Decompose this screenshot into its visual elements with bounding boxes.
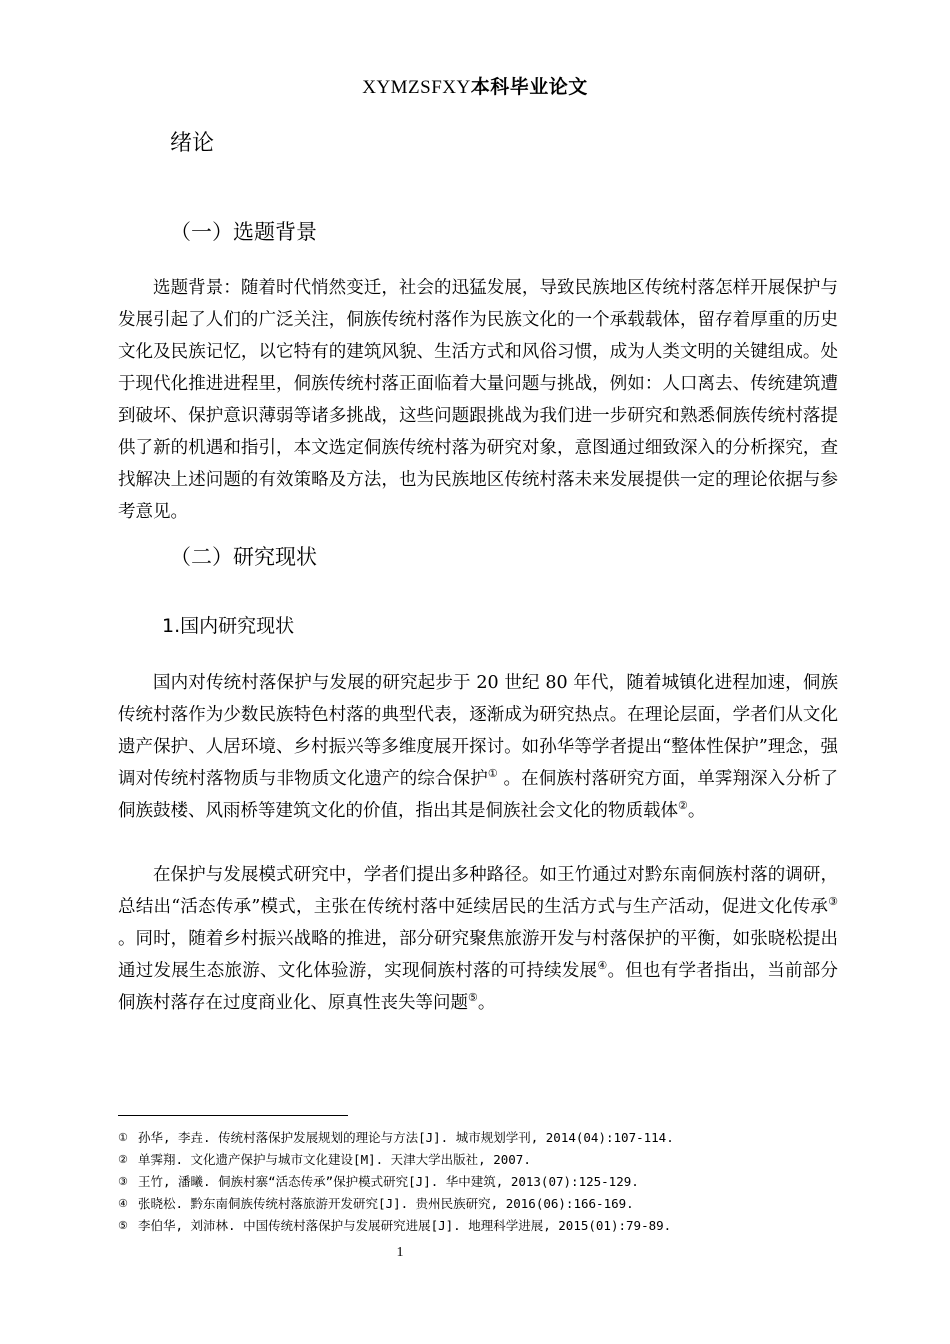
footnote-text: 单霁翔. 文化遗产保护与城市文化建设[M]. 天津大学出版社, 2007.	[138, 1152, 531, 1167]
footnote-item	[118, 1193, 838, 1215]
section-title-research-status: （二）研究现状	[170, 545, 317, 569]
paragraph-text: 在保护与发展模式研究中，学者们提出多种路径。如王竹通过对黔东南侗族村落的调研，总结出“活态传承”模式，主张在传统村落中延续居民的生活方式与生产活动，促进文化传承	[118, 865, 838, 917]
footnote-text: 张晓松. 黔东南侗族传统村落旅游开发研究[J]. 贵州民族研究, 2016(06):166-169.	[138, 1196, 634, 1211]
footnote-item	[118, 1171, 838, 1193]
footnote-text: 孙华, 李垚. 传统村落保护发展规划的理论与方法[J]. 城市规划学刊, 2014(04):107-114.	[138, 1130, 674, 1145]
footnotes-list	[118, 1127, 838, 1237]
footnote-ref[interactable]: ①	[487, 767, 498, 781]
footnote-mark: ⑤	[118, 1219, 128, 1232]
footnote-item	[118, 1127, 838, 1149]
paragraph-text: 国内对传统村落保护与发展的研究起步于 20 世纪 80 年代，随着城镇化进程加速，侗族传统村落作为少数民族特色村落的典型代表，逐渐成为研究热点。在理论层面，学者们从文化遗产保护、人居环境、乡村振兴等多维度展开探讨。如孙华等学者提出“整体性保护”理念，强调对传统村落物质与非物质文化遗产的综合保护	[118, 673, 838, 789]
footnote-divider	[118, 1115, 348, 1116]
subsection-title-domestic: 1.国内研究现状	[162, 615, 295, 637]
page-number: 1	[396, 1245, 404, 1260]
paragraph-text: 。	[477, 993, 496, 1013]
paragraph-text: 。但也有学者指出，当前部分侗族村落存在过度商业化、原真性丧失等问题	[118, 961, 839, 1013]
page-header	[0, 72, 950, 99]
footnote-mark: ③	[118, 1175, 128, 1188]
footnote-item	[118, 1215, 838, 1237]
footnote-mark: ①	[118, 1131, 128, 1144]
paragraph-domestic-1	[118, 667, 838, 827]
footnote-ref[interactable]: ④	[597, 959, 608, 973]
footnote-ref[interactable]: ⑤	[468, 991, 478, 1005]
footnote-ref[interactable]: ③	[828, 895, 838, 909]
paragraph-text: 。在侗族村落研究方面，单霁翔深入分析了侗族鼓楼、风雨桥等建筑文化的价值，指出其是侗族社会文化的物质载体	[118, 769, 839, 821]
header-school-code: XYMZSFXY	[362, 77, 471, 98]
paragraph-text: 。同时，随着乡村振兴战略的推进，部分研究聚焦旅游开发与村落保护的平衡，如张晓松提出通过发展生态旅游、文化体验游，实现侗族村落的可持续发展	[118, 929, 838, 981]
footnote-item	[118, 1149, 838, 1171]
footnote-text: 王竹, 潘曦. 侗族村寨“活态传承”保护模式研究[J]. 华中建筑, 2013(07):125-129.	[138, 1174, 639, 1189]
footnote-mark: ②	[118, 1153, 128, 1166]
footnote-ref[interactable]: ②	[678, 799, 688, 813]
section-title-background: （一）选题背景	[170, 220, 317, 244]
paragraph-text: 。	[687, 801, 706, 821]
footnote-text: 李伯华, 刘沛林. 中国传统村落保护与发展研究进展[J]. 地理科学进展, 2015(01):79-89.	[138, 1218, 672, 1233]
chapter-title: 绪论	[170, 131, 215, 156]
paragraph-background: 选题背景：随着时代悄然变迁，社会的迅猛发展，导致民族地区传统村落怎样开展保护与发展引起了人们的广泛关注，侗族传统村落作为民族文化的一个承载载体，留存着厚重的历史文化及民族记忆，以它特有的建筑风貌、生活方式和风俗习惯，成为人类文明的关键组成。处于现代化推进进程里，侗族传统村落正面临着大量问题与挑战，例如：人口离去、传统建筑遭到破坏、保护意识薄弱等诸多挑战，这些问题跟挑战为我们进一步研究和熟悉侗族传统村落提供了新的机遇和指引，本文选定侗族传统村落为研究对象，意图通过细致深入的分析探究，查找解决上述问题的有效策略及方法，也为民族地区传统村落未来发展提供一定的理论依据与参考意见。	[118, 278, 838, 522]
footnote-mark: ④	[118, 1197, 128, 1210]
header-doc-type: 本科毕业论文	[470, 76, 588, 98]
paragraph-domestic-2	[118, 859, 838, 1019]
